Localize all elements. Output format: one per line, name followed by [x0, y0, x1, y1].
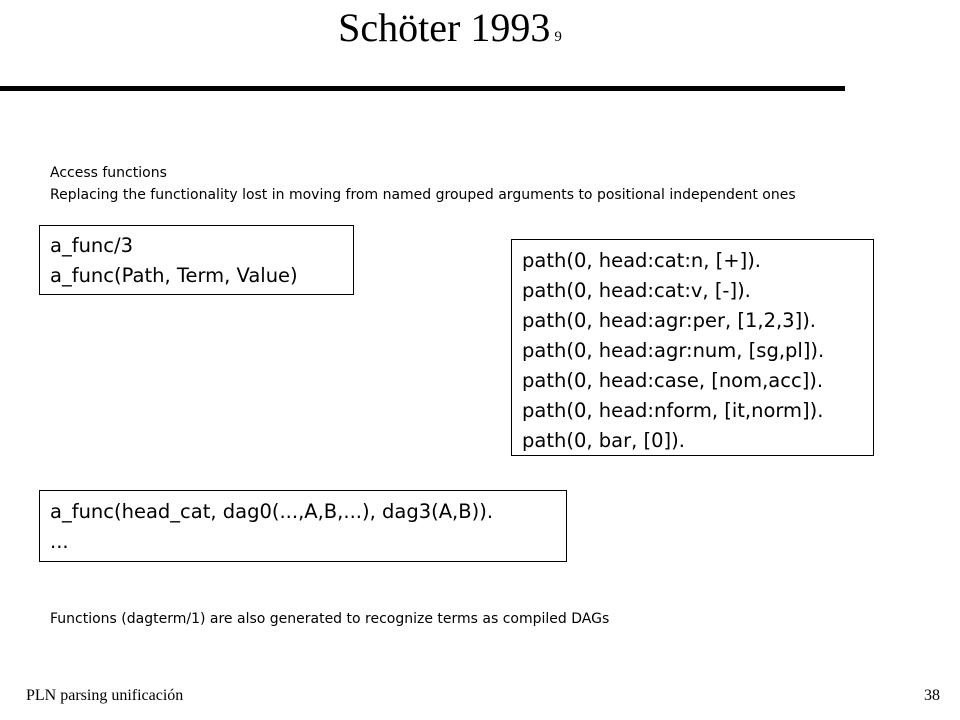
slide-title	[0, 2, 900, 63]
code-line: path(0, head:cat:v, [-]).	[522, 279, 751, 302]
slide-title-text: Schöter 1993	[338, 5, 551, 50]
code-line: path(0, head:case, [nom,acc]).	[522, 369, 824, 392]
slide-title-superscript: 9	[554, 29, 562, 45]
intro-text	[50, 162, 796, 206]
path-facts-box	[511, 239, 874, 456]
code-line: path(0, head:nform, [it,norm]).	[522, 399, 824, 422]
code-line: ...	[50, 530, 69, 553]
footer-course-label: PLN parsing unificación	[26, 687, 184, 704]
title-rule	[0, 86, 845, 91]
code-line: a_func(Path, Term, Value)	[50, 264, 298, 287]
code-line: path(0, head:cat:n, [+]).	[522, 249, 761, 272]
func-call-box	[39, 490, 567, 562]
code-line: a_func/3	[50, 234, 133, 257]
func-signature-box	[39, 225, 354, 295]
footnote-text: Functions (dagterm/1) are also generated to recognize terms as compiled DAGs	[50, 611, 610, 627]
footer-page-number: 38	[924, 687, 940, 704]
code-line: path(0, head:agr:num, [sg,pl]).	[522, 339, 825, 362]
intro-line: Replacing the functionality lost in moving from named grouped arguments to positional independent ones	[50, 187, 796, 203]
code-line: path(0, bar, [0]).	[522, 429, 685, 452]
code-line: a_func(head_cat, dag0(...,A,B,...), dag3(A,B)).	[50, 500, 494, 523]
code-line: path(0, head:agr:per, [1,2,3]).	[522, 309, 816, 332]
intro-line: Access functions	[50, 165, 167, 181]
